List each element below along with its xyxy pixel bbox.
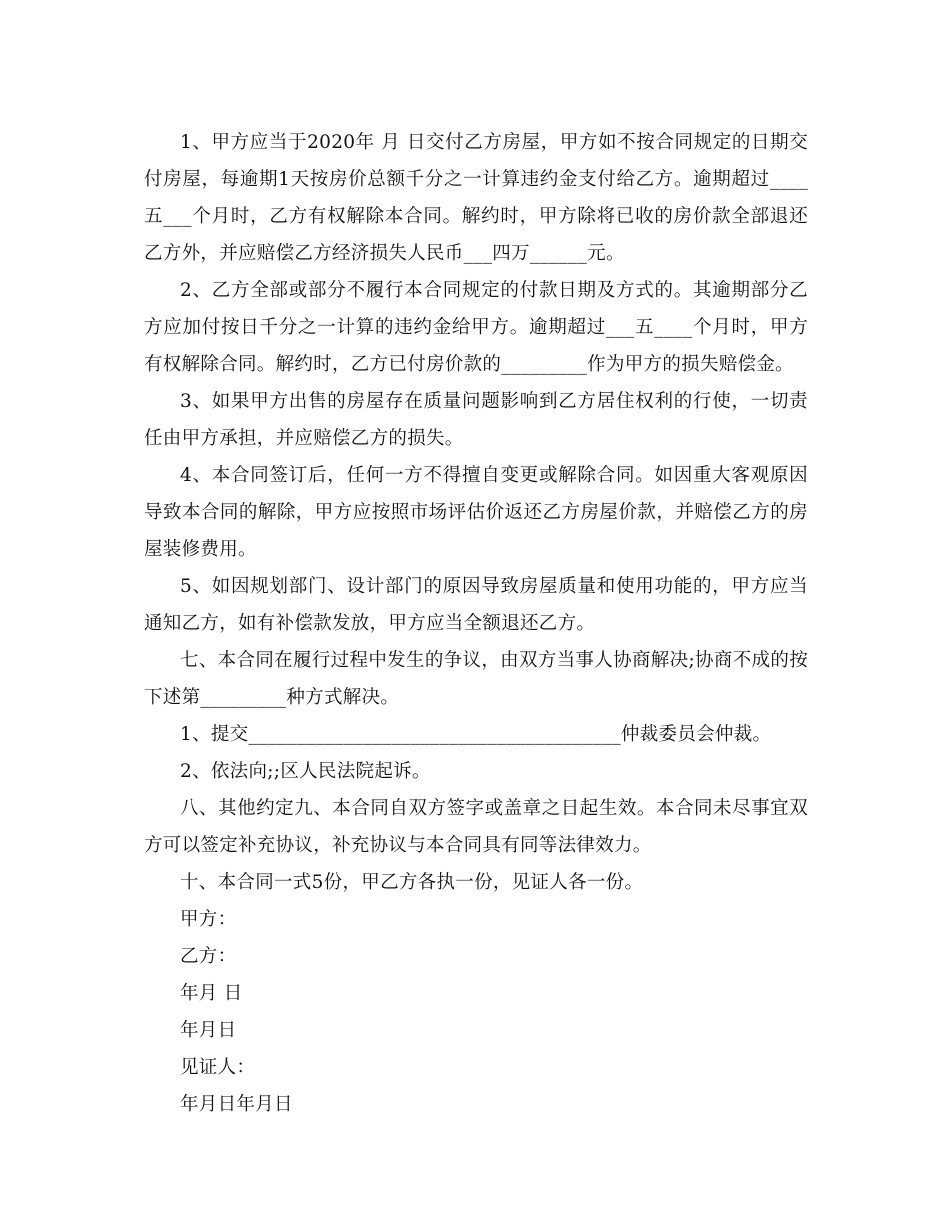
article-7-disputes: 七、本合同在履行过程中发生的争议，由双方当事人协商解决;协商不成的按下述第_________种方式解决。 bbox=[144, 650, 808, 708]
witness-label: 见证人： bbox=[180, 1057, 256, 1078]
clause-4-termination: 4、本合同签订后，任何一方不得擅自变更或解除合同。如因重大客观原因导致本合同的解除，甲方应按照市场评估价返还乙方房屋价款，并赔偿乙方的房屋装修费用。 bbox=[144, 465, 808, 560]
clause-3-quality: 3、如果甲方出售的房屋存在质量问题影响到乙方居住权利的行使，一切责任由甲方承担，并应赔偿乙方的损失。 bbox=[144, 391, 808, 449]
contract-document bbox=[144, 124, 808, 1123]
signature-block bbox=[144, 901, 808, 1123]
date-line-3: 年月日年月日 bbox=[180, 1094, 293, 1115]
clause-2-payment: 2、乙方全部或部分不履行本合同规定的付款日期及方式的。其逾期部分乙方应加付按日千分之一计算的违约金给甲方。逾期超过___五____个月时，甲方有权解除合同。解约时，乙方已付房价款的_________作为甲方的损失赔偿金。 bbox=[144, 280, 808, 375]
date-line-1: 年月 日 bbox=[180, 983, 243, 1004]
dispute-option-arbitration: 1、提交_______________________________________仲裁委员会仲裁。 bbox=[180, 724, 772, 745]
clause-5-planning: 5、如因规划部门、设计部门的原因导致房屋质量和使用功能的，甲方应当通知乙方，如有补偿款发放，甲方应当全额退还乙方。 bbox=[144, 576, 808, 634]
article-8-9-effectiveness: 八、其他约定九、本合同自双方签字或盖章之日起生效。本合同未尽事宜双方可以签定补充协议，补充协议与本合同具有同等法律效力。 bbox=[144, 798, 808, 856]
dispute-option-court: 2、依法向;;区人民法院起诉。 bbox=[180, 761, 431, 782]
party-b-label: 乙方： bbox=[180, 946, 237, 967]
clause-1-delivery: 1、甲方应当于2020年 月 日交付乙方房屋，甲方如不按合同规定的日期交付房屋，每逾期1天按房价总额千分之一计算违约金支付给乙方。逾期超过____五___个月时，乙方有权解除本合同。解约时，甲方除将已收的房价款全部退还乙方外，并应赔偿乙方经济损失人民币___四万______元。 bbox=[144, 132, 808, 264]
party-a-label: 甲方： bbox=[180, 909, 237, 930]
article-10-copies: 十、本合同一式5份，甲乙方各执一份，见证人各一份。 bbox=[180, 872, 644, 893]
date-line-2: 年月日 bbox=[180, 1020, 237, 1041]
